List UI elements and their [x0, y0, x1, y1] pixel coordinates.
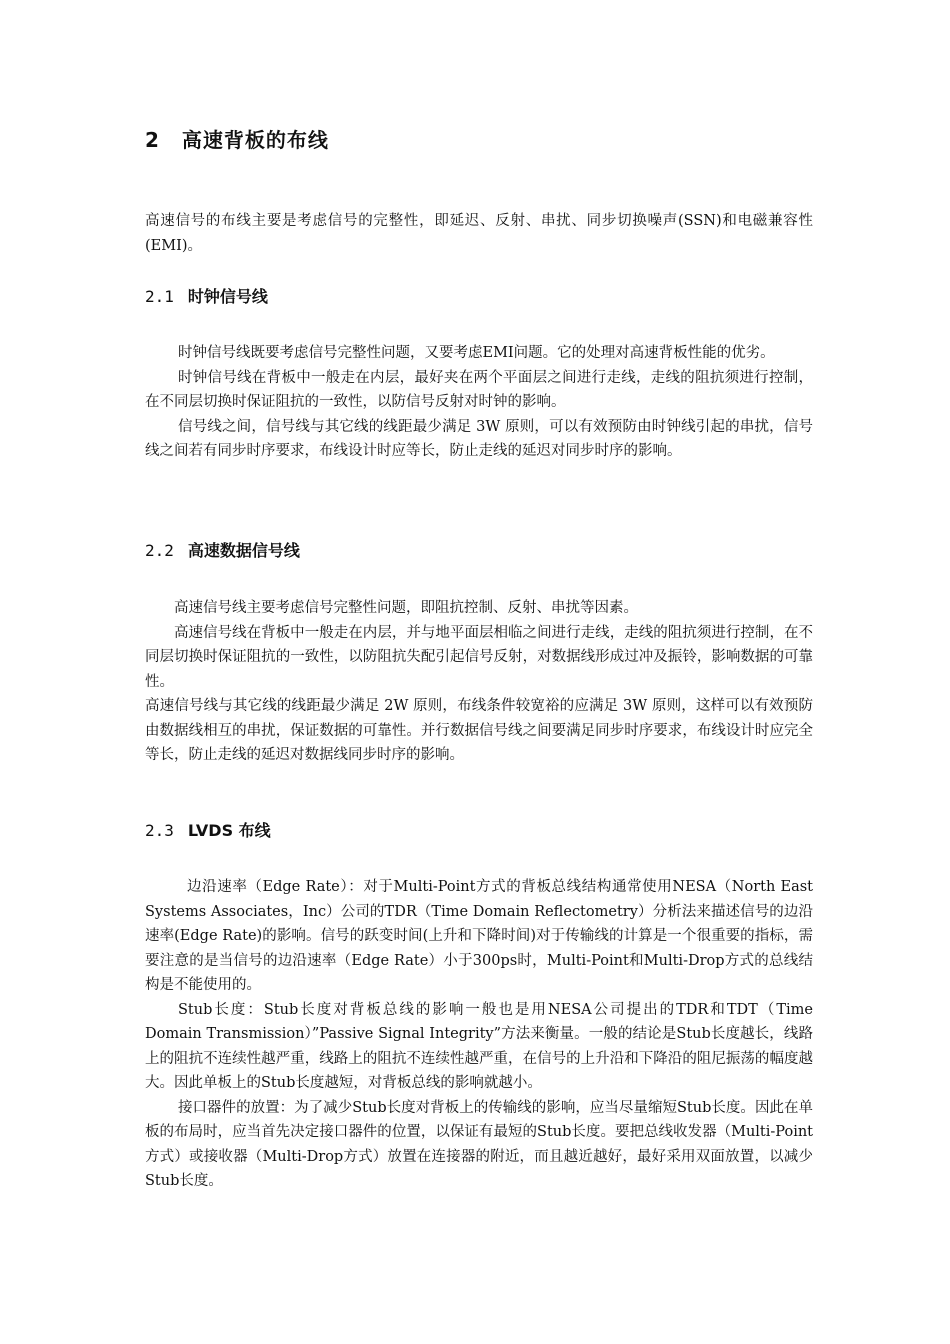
paragraph: 高速信号的布线主要是考虑信号的完整性，即延迟、反射、串扰、同步切换噪声(SSN)和电磁兼容性(EMI)。 [145, 213, 813, 254]
section-title: 高速背板的布线 [181, 128, 329, 152]
paragraph: 接口器件的放置：为了减少Stub长度对背板上的传输线的影响，应当尽量缩短Stub长度。因此在单板的布局时，应当首先决定接口器件的位置，以保证有最短的Stub长度。要把总线收发器（Multi-Point方式）或接收器（Multi-Drop方式）放置在连接器的附近，而且越近越好，最好采用双面放置，以减少Stub长度。 [145, 1099, 813, 1189]
section-2-3-body [145, 875, 813, 1194]
section-2-1-heading [145, 284, 268, 307]
section-2-3-heading [145, 818, 271, 841]
section-2-2-heading [145, 538, 300, 561]
paragraph: 边沿速率（Edge Rate）：对于Multi-Point方式的背板总线结构通常使用NESA（North East Systems Associates，Inc）公司的TDR（Time Domain Reflectometry）分析法来描述信号的边沿速率(Edge Rate)的影响。信号的跃变时间(上升和下降时间)对于传输线的计算是一个很重要的指标，需要注意的是当信号的边沿速率（Edge Rate）小于300ps时，Multi-Point和Multi-Drop方式的总线结构是不能使用的。 [145, 879, 813, 993]
section-2-heading [145, 124, 329, 153]
section-number: 2.3 [145, 821, 174, 840]
paragraph: 信号线之间，信号线与其它线的线距最少满足 3W 原则，可以有效预防由时钟线引起的串扰，信号线之间若有同步时序要求，布线设计时应等长，防止走线的延迟对同步时序的影响。 [145, 418, 813, 459]
section-title: 时钟信号线 [187, 287, 268, 306]
section-2-2-body [145, 596, 813, 768]
section-title: LVDS 布线 [187, 821, 271, 840]
paragraph: 高速信号线与其它线的线距最少满足 2W 原则，布线条件较宽裕的应满足 3W 原则，这样可以有效预防由数据线相互的串扰，保证数据的可靠性。并行数据信号线之间要满足同步时序要求，布线设计时应完全等长，防止走线的延迟对数据线同步时序的影响。 [145, 698, 813, 763]
section-2-intro [145, 209, 813, 258]
section-number: 2.1 [145, 287, 174, 306]
paragraph: 高速信号线在背板中一般走在内层，并与地平面层相临之间进行走线，走线的阻抗须进行控制，在不同层切换时保证阻抗的一致性，以防阻抗失配引起信号反射，对数据线形成过冲及振铃，影响数据的可靠性。 [145, 624, 813, 690]
section-number: 2.2 [145, 541, 174, 560]
paragraph: 时钟信号线既要考虑信号完整性问题，又要考虑EMI问题。它的处理对高速背板性能的优劣。 [178, 345, 775, 361]
section-number: 2 [145, 128, 160, 152]
paragraph: Stub长度：Stub长度对背板总线的影响一般也是用NESA公司提出的TDR和TDT（Time Domain Transmission）”Passive Signal Integrity”方法来衡量。一般的结论是Stub长度越长，线路上的阻抗不连续性越严重，线路上的阻抗不连续性越严重，在信号的上升沿和下降沿的阻尼振荡的幅度越大。因此单板上的Stub长度越短，对背板总线的影响就越小。 [145, 1001, 813, 1091]
paragraph: 高速信号线主要考虑信号完整性问题，即阻抗控制、反射、串扰等因素。 [174, 600, 638, 616]
section-title: 高速数据信号线 [187, 541, 300, 560]
section-2-1-body [145, 341, 813, 464]
paragraph: 时钟信号线在背板中一般走在内层，最好夹在两个平面层之间进行走线，走线的阻抗须进行控制，在不同层切换时保证阻抗的一致性，以防信号反射对时钟的影响。 [145, 369, 813, 410]
